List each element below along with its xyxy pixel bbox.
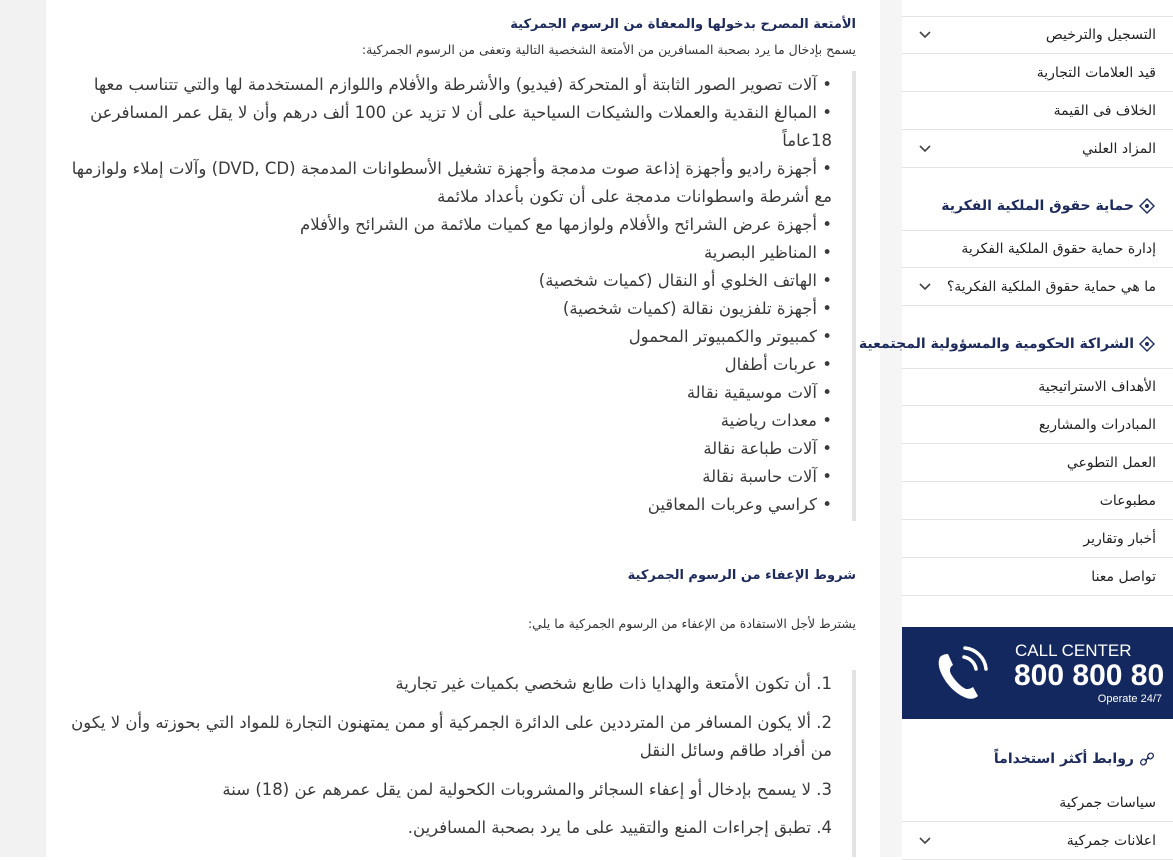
sidebar-item-ip-admin[interactable]	[902, 230, 1173, 268]
call-center-banner[interactable]	[902, 627, 1173, 719]
list-item: • الهاتف الخلوي أو النقال (كميات شخصية)	[70, 267, 832, 295]
chevron-down-icon[interactable]	[918, 28, 932, 42]
exempt-items-block	[70, 71, 856, 521]
list-item: • أجهزة راديو وأجهزة إذاعة صوت مدمجة وأجهزة تشغيل الأسطوانات المدمجة (DVD, CD) وآلات إملاء ولوازمها مع أشرطة واسطوانات مدمجة على أن تكون بأعداد ملائمة	[70, 155, 832, 211]
call-center-hours: Operate 24/7	[1097, 693, 1162, 705]
conditions-list	[70, 670, 832, 843]
sidebar-item-label: اعلانات جمركية	[1066, 832, 1156, 849]
sidebar-item-label: المبادرات والمشاريع	[1038, 416, 1156, 433]
sidebar-item-label: الخلاف فى القيمة	[1053, 102, 1156, 119]
chevron-down-icon[interactable]	[918, 142, 932, 156]
list-item: • كمبيوتر والكمبيوتر المحمول	[70, 323, 832, 351]
list-item: • معدات رياضية	[70, 407, 832, 435]
list-item: • آلات موسيقية نقالة	[70, 379, 832, 407]
list-item: • آلات طباعة نقالة	[70, 435, 832, 463]
sidebar-item-label: العمل التطوعي	[1066, 454, 1156, 471]
section-title-exempt-baggage: الأمتعة المصرح بدخولها والمعفاة من الرسوم الجمركية	[510, 17, 856, 32]
sidebar-prev-item	[902, 0, 1173, 17]
sidebar-item-trademark[interactable]	[902, 54, 1173, 92]
call-center-number[interactable]: 800 800 80	[1014, 659, 1165, 692]
sidebar-item-strategic-goals[interactable]	[902, 368, 1173, 406]
conditions-block	[70, 670, 856, 857]
sidebar-item-auction[interactable]	[902, 130, 1173, 168]
call-center-label: CALL CENTER	[1015, 641, 1132, 660]
sidebar-item-label: إدارة حماية حقوق الملكية الفكرية	[961, 241, 1156, 257]
group-title-label: روابط أكثر استخداماً	[993, 751, 1134, 767]
sidebar-item-label: تواصل معنا	[1091, 568, 1156, 585]
list-item: 4. تطبق إجراءات المنع والتقييد على ما يرد بصحبة المسافرين.	[407, 818, 832, 837]
sidebar-item-label: مطبوعات	[1099, 492, 1156, 509]
group-title-label: حماية حقوق الملكية الفكرية	[941, 198, 1134, 214]
group-title-ip-protection	[941, 197, 1156, 215]
list-item: • المبالغ النقدية والعملات والشيكات السياحية على أن لا تزيد عن 100 ألف درهم وأن لا يقل عمر المسافرعن 18عاماً	[70, 99, 832, 155]
sidebar-item-contact[interactable]	[902, 558, 1173, 596]
chevron-down-icon[interactable]	[918, 280, 932, 294]
sidebar-item-label: الأهداف الاستراتيجية	[1038, 379, 1156, 395]
main-content	[46, 0, 880, 857]
exempt-items-list	[70, 71, 832, 519]
phone-icon	[930, 643, 994, 707]
network-icon	[1138, 335, 1156, 353]
list-item: • كراسي وعربات المعاقين	[70, 491, 832, 519]
sidebar-item-news[interactable]	[902, 520, 1173, 558]
link-icon	[1138, 750, 1156, 768]
sidebar-item-registration[interactable]	[902, 16, 1173, 54]
sidebar-item-what-is-ip[interactable]	[902, 268, 1173, 306]
sidebar-item-initiatives[interactable]	[902, 406, 1173, 444]
column-separator	[880, 0, 902, 857]
list-item: • آلات حاسبة نقالة	[70, 463, 832, 491]
sidebar-item-label: ما هي حماية حقوق الملكية الفكرية؟	[946, 278, 1156, 295]
left-gutter	[0, 0, 46, 857]
list-item: • أجهزة عرض الشرائح والأفلام ولوازمها مع كميات ملائمة من الشرائح والأفلام	[70, 211, 832, 239]
sidebar-item-label: سياسات جمركية	[1059, 794, 1156, 811]
sidebar-item-publications[interactable]	[902, 482, 1173, 520]
list-item: 2. ألا يكون المسافر من المترددين على الدائرة الجمركية أو ممن يمتهنون التجارة للمواد التي بحوزته وأن لا يكون من أفراد طاقم وسائل النقل	[71, 712, 832, 760]
sidebar-item-label: أخبار وتقارير	[1083, 530, 1156, 547]
sidebar-item-label: المزاد العلني	[1082, 140, 1156, 157]
section-intro-exemption-conditions: يشترط لأجل الاستفادة من الإعفاء من الرسوم الجمركية ما يلي:	[527, 616, 856, 631]
network-icon	[1138, 197, 1156, 215]
group-title-label: الشراكة الحكومية والمسؤولية المجتمعية	[858, 336, 1134, 352]
group-title-gov-partnership	[859, 335, 1156, 353]
sidebar-item-customs-notices[interactable]	[902, 822, 1173, 860]
list-item: • المناظير البصرية	[70, 239, 832, 267]
section-intro-exempt-baggage: يسمح بإدخال ما يرد بصحبة المسافرين من الأمتعة الشخصية التالية وتعفى من الرسوم الجمركية:	[361, 42, 856, 57]
list-item: • عربات أطفال	[70, 351, 832, 379]
list-item: • أجهزة تلفزيون نقالة (كميات شخصية)	[70, 295, 832, 323]
sidebar	[858, 0, 1173, 857]
sidebar-item-value-dispute[interactable]	[902, 92, 1173, 130]
list-item: 3. لا يسمح بإدخال أو إعفاء السجائر والمشروبات الكحولية لمن يقل عمرهم عن (18) سنة	[222, 779, 832, 799]
list-item: • آلات تصوير الصور الثابتة أو المتحركة (فيديو) والأشرطة والأفلام واللوازم المستخدمة لها والتي تتناسب معها	[70, 71, 832, 99]
section-title-exemption-conditions: شروط الإعفاء من الرسوم الجمركية	[627, 568, 856, 583]
sidebar-item-label: التسجيل والترخيص	[1045, 26, 1156, 43]
sidebar-item-customs-policies[interactable]	[902, 784, 1173, 822]
chevron-down-icon[interactable]	[918, 834, 932, 848]
group-title-most-used-links	[994, 750, 1156, 768]
list-item: 1. أن تكون الأمتعة والهدايا ذات طابع شخصي بكميات غير تجارية	[395, 674, 832, 693]
sidebar-item-volunteering[interactable]	[902, 444, 1173, 482]
sidebar-item-label: قيد العلامات التجارية	[1036, 64, 1156, 81]
